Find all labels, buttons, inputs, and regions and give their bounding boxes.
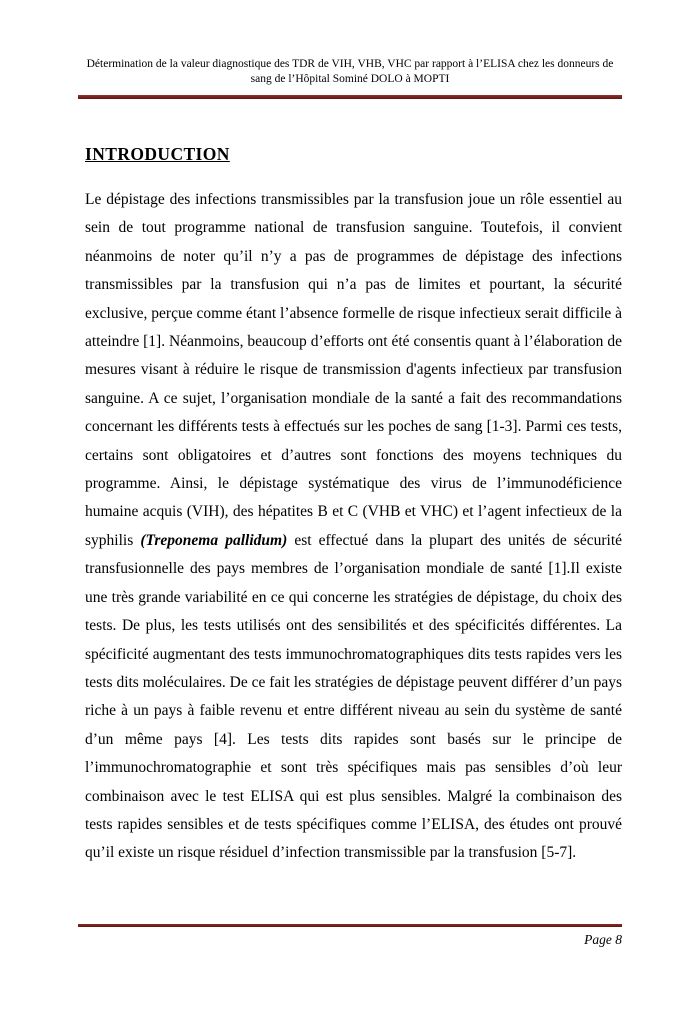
header-rule [78, 95, 622, 99]
section-title [85, 144, 622, 165]
footer-rule [78, 924, 622, 927]
page-header [0, 0, 700, 99]
page-content [0, 144, 700, 868]
running-head: Détermination de la valeur diagnostique des TDR de VIH, VHB, VHC par rapport à l’ELISA chez les donneurs de sang de l’Hôpital Sominé DOLO à MOPTI [86, 58, 614, 85]
body-paragraph: Le dépistage des infections transmissibles par la transfusion joue un rôle essentiel au sein de tout programme national de transfusion sanguine. Toutefois, il convient néanmoins de noter qu’il n’y a pas de programmes de dépistage des infections transmissibles par la transfusion qui n’a pas de limites et pourtant, la sécurité exclusive, perçue comme étant l’absence formelle de risque infectieux serait difficile à atteindre [1]. Néanmoins, beaucoup d’efforts ont été consentis quant à l’élaboration de mesures visant à réduire le risque de transmission d'agents infectieux par transfusion sanguine. A ce sujet, l’organisation mondiale de la santé a fait des recommandations concernant les différents tests à effectués sur les poches de sang [1-3]. Parmi ces tests, certains sont obligatoires et d’autres sont fonctions des moyens techniques du programme. Ainsi, le dépistage systématique des virus de l’immunodéficience humaine acquis (VIH), des hépatites B et C (VHB et VHC) et l’agent infectieux de la syphilis (Treponema pallidum) est effectué dans la plupart des unités de sécurité transfusionnelle des pays membres de l’organisation mondiale de santé [1].Il existe une très grande variabilité en ce qui concerne les stratégies de dépistage, du choix des tests. De plus, les tests utilisés ont des sensibilités et des spécificités différentes. La spécificité augmentant des tests immunochromatographiques dits tests rapides vers les tests dits moléculaires. De ce fait les stratégies de dépistage peuvent différer d’un pays riche à un pays à faible revenu et entre différent niveau au sein du système de santé d’un même pays [4]. Les tests dits rapides sont basés sur le principe de l’immunochromatographie et sont très spécifiques mais pas sensibles d’où leur combinaison avec le test ELISA qui est plus sensibles. Malgré la combinaison des tests rapides sensibles et de tests spécifiques comme l’ELISA, des études ont prouvé qu’il existe un risque résiduel d’infection transmissible par la transfusion [5-7]. [85, 191, 623, 862]
section-title-text: INTRODUCTION [85, 144, 230, 164]
page-footer [78, 924, 622, 948]
page-number: Page 8 [584, 932, 622, 947]
